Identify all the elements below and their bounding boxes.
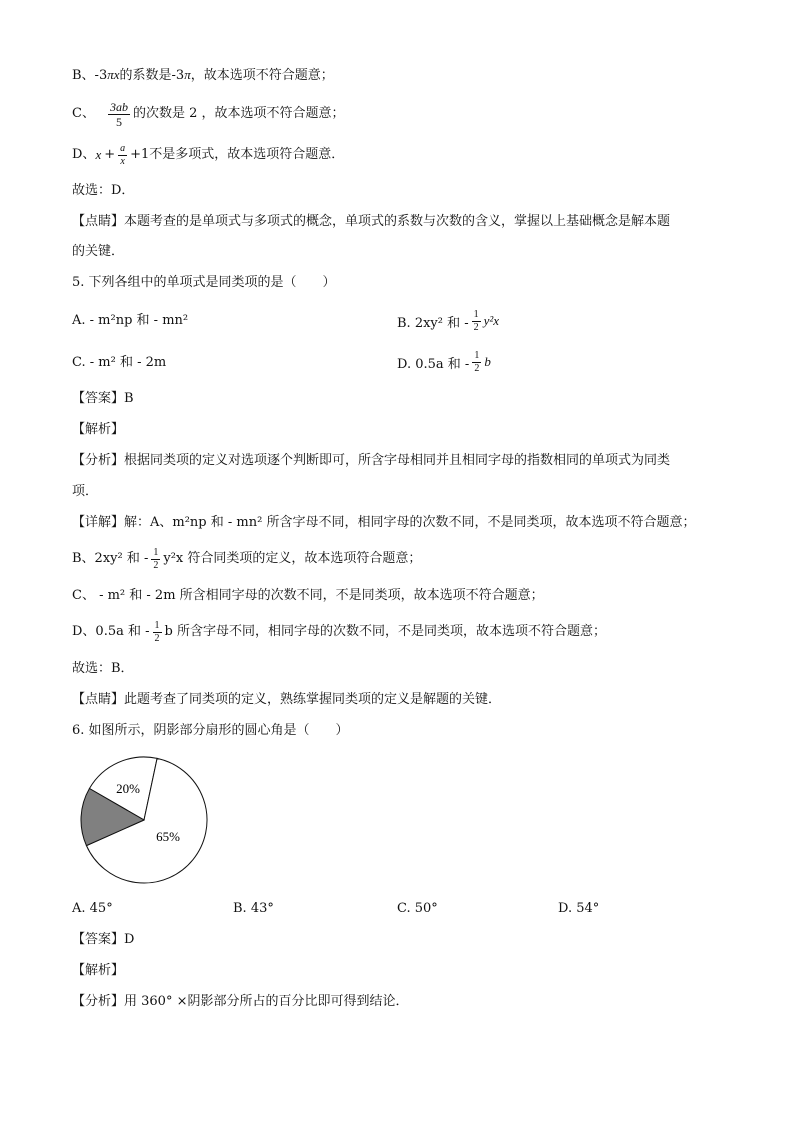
fraction-one-half bbox=[472, 351, 481, 374]
q5-option-c: C. ‐ m² 和 ‐ 2m bbox=[72, 355, 167, 370]
fraction-3ab-over-5 bbox=[108, 101, 130, 128]
pie-slices bbox=[81, 757, 207, 883]
frac-den: 5 bbox=[115, 114, 122, 129]
frac-num: 1 bbox=[474, 349, 480, 361]
d-label: D、 bbox=[72, 147, 96, 162]
q5-option-a: A. ‐ m²np 和 ‐ mn² bbox=[72, 313, 189, 328]
q6-jiexi: 【解析】 bbox=[72, 963, 125, 978]
frac-den: 2 bbox=[154, 632, 160, 644]
option-c-explanation bbox=[72, 96, 345, 132]
fraction-one-half bbox=[153, 621, 162, 644]
frac-num: a bbox=[120, 142, 126, 154]
frac-num: 1 bbox=[154, 619, 160, 631]
plus-sign: + bbox=[104, 147, 116, 162]
q5-detail-c: C、 ‐ m² 和 ‐ 2m 所含相同字母的次数不同，不是同类项，故本选项不符合题意； bbox=[72, 588, 544, 603]
q5-jiexi: 【解析】 bbox=[72, 422, 125, 437]
opt-b-pre: B. 2xy² 和 ‐ bbox=[397, 315, 469, 331]
b-text-mid: 的系数是-3 bbox=[119, 68, 185, 83]
b-text-pre: B、-3 bbox=[72, 68, 108, 83]
q5-stem: 5. 下列各组中的单项式是同类项的是（ ） bbox=[72, 275, 336, 290]
var-x: x bbox=[113, 67, 120, 82]
q5-choose-b: 故选：B． bbox=[72, 661, 134, 676]
frac-den: x bbox=[120, 155, 125, 167]
q6-option-d: D. 54° bbox=[558, 901, 600, 916]
q6-fenxi: 【分析】用 360° ×阴影部分所占的百分比即可得到结论． bbox=[72, 994, 409, 1009]
plus-one: +1 bbox=[130, 147, 150, 162]
fraction-a-over-x bbox=[118, 144, 127, 167]
pie-label-65: 65% bbox=[156, 829, 180, 844]
detail-d-pre: D、0.5a 和 ‐ bbox=[72, 624, 150, 639]
frac-num: 3ab bbox=[109, 99, 128, 114]
q5-answer: 【答案】B bbox=[72, 391, 134, 406]
opt-d-post: b bbox=[484, 354, 491, 369]
q5-fenxi-1: 【分析】根据同类项的定义对选项逐个判断即可，所含字母相同并且相同字母的指数相同的单项式为同类 bbox=[72, 453, 671, 468]
b-text-post: ，故本选项不符合题意； bbox=[190, 68, 334, 83]
option-d-explanation bbox=[72, 136, 344, 174]
fraction-one-half bbox=[151, 548, 160, 571]
frac-num: 1 bbox=[153, 546, 159, 558]
opt-d-pre: D. 0.5a 和 ‐ bbox=[397, 356, 470, 372]
c-label: C、 bbox=[72, 106, 95, 121]
frac-den: 2 bbox=[153, 559, 159, 571]
q5-xiangjie: 【详解】解：A、m²np 和 ‐ mn² 所含字母不同，相同字母的次数不同，不是同类项，故本选项不符合题意； bbox=[72, 515, 696, 530]
opt-b-post: y²x bbox=[483, 313, 500, 328]
fraction-one-half bbox=[472, 310, 481, 333]
q6-option-c: C. 50° bbox=[397, 901, 438, 916]
q6-option-b: B. 43° bbox=[233, 901, 274, 916]
pie-label-20: 20% bbox=[116, 781, 140, 796]
q5-option-d bbox=[397, 347, 491, 377]
dianjing-line-2: 的关键． bbox=[72, 244, 125, 259]
pi-symbol-2: π bbox=[184, 67, 191, 82]
frac-den: 2 bbox=[473, 321, 479, 333]
q5-dianjing: 【点睛】此题考查了同类项的定义，熟练掌握同类项的定义是解题的关键． bbox=[72, 692, 502, 707]
detail-d-post: b 所含字母不同，相同字母的次数不同，不是同类项，故本选项不符合题意； bbox=[164, 624, 606, 639]
frac-den: 2 bbox=[474, 362, 480, 374]
c-text-post: 的次数是 2 ，故本选项不符合题意； bbox=[132, 106, 345, 121]
q6-stem: 6. 如图所示，阴影部分扇形的圆心角是（ ） bbox=[72, 723, 349, 738]
pie-chart bbox=[78, 754, 210, 886]
choose-d-line: 故选：D． bbox=[72, 183, 135, 198]
pi-symbol: π bbox=[107, 67, 114, 82]
option-b-explanation bbox=[72, 66, 334, 85]
q5-option-b bbox=[397, 306, 499, 336]
var-x: x bbox=[95, 147, 102, 162]
q5-detail-d bbox=[72, 617, 606, 647]
d-text-post: 不是多项式，故本选项符合题意． bbox=[149, 147, 345, 162]
detail-b-post: y²x 符合同类项的定义，故本选项符合题意； bbox=[163, 551, 422, 566]
detail-b-pre: B、2xy² 和 ‐ bbox=[72, 551, 149, 566]
q6-option-a: A. 45° bbox=[72, 901, 113, 916]
q6-answer: 【答案】D bbox=[72, 932, 135, 947]
dianjing-line-1: 【点睛】本题考查的是单项式与多项式的概念，单项式的系数与次数的含义，掌握以上基础概念是解本题 bbox=[72, 214, 671, 229]
frac-num: 1 bbox=[473, 308, 479, 320]
q5-detail-b bbox=[72, 544, 421, 574]
q5-fenxi-2: 项． bbox=[72, 484, 99, 499]
